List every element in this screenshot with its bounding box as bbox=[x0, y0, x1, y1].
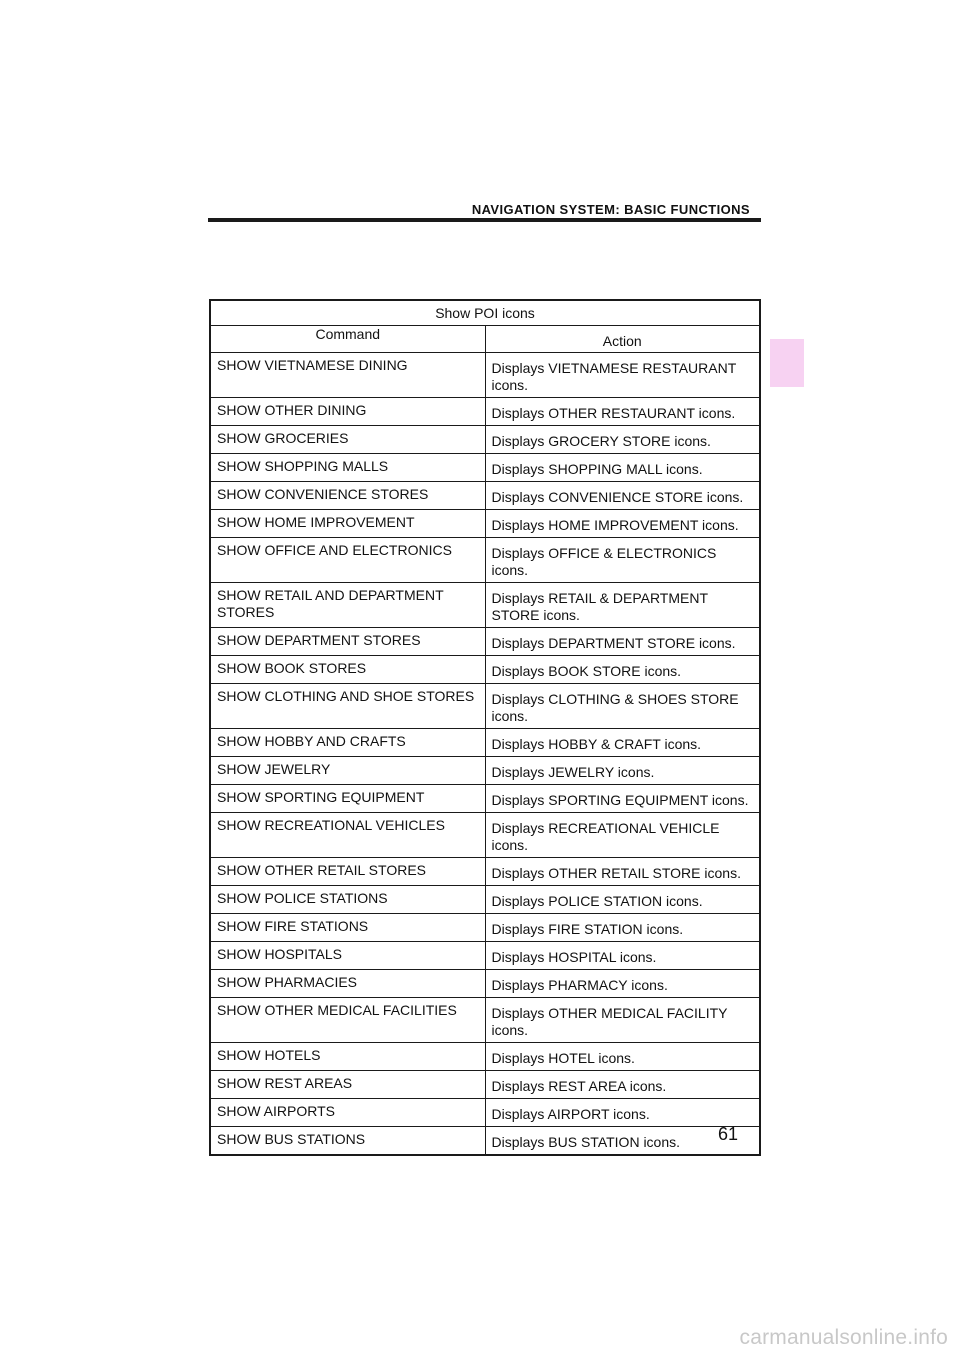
table-row bbox=[210, 729, 760, 757]
table-row bbox=[210, 858, 760, 886]
table-row bbox=[210, 482, 760, 510]
column-header-action: Action bbox=[485, 326, 760, 353]
command-cell: SHOW PHARMACIES bbox=[210, 970, 485, 998]
page-number: 61 bbox=[718, 1124, 739, 1144]
action-cell: Displays OFFICE & ELECTRONICS icons. bbox=[485, 538, 760, 583]
table-row bbox=[210, 426, 760, 454]
table-row bbox=[210, 942, 760, 970]
command-cell: SHOW CONVENIENCE STORES bbox=[210, 482, 485, 510]
command-cell: SHOW BOOK STORES bbox=[210, 656, 485, 684]
table-row bbox=[210, 1127, 760, 1156]
command-cell: SHOW OTHER MEDICAL FACILITIES bbox=[210, 998, 485, 1043]
action-cell: Displays DEPARTMENT STORE icons. bbox=[485, 628, 760, 656]
command-cell: SHOW OTHER RETAIL STORES bbox=[210, 858, 485, 886]
table-row bbox=[210, 628, 760, 656]
table-body bbox=[210, 353, 760, 1156]
action-cell: Displays CLOTHING & SHOES STORE icons. bbox=[485, 684, 760, 729]
table-row bbox=[210, 1043, 760, 1071]
table-header-row bbox=[210, 326, 760, 353]
command-cell: SHOW RETAIL AND DEPARTMENT STORES bbox=[210, 583, 485, 628]
action-cell: Displays OTHER RETAIL STORE icons. bbox=[485, 858, 760, 886]
table-row bbox=[210, 757, 760, 785]
watermark: carmanualsonline.info bbox=[739, 1326, 948, 1349]
action-cell: Displays RECREATIONAL VEHICLE icons. bbox=[485, 813, 760, 858]
command-cell: SHOW OTHER DINING bbox=[210, 398, 485, 426]
action-cell: Displays HOBBY & CRAFT icons. bbox=[485, 729, 760, 757]
table-title: Show POI icons bbox=[210, 300, 760, 326]
table-row bbox=[210, 656, 760, 684]
table-row bbox=[210, 785, 760, 813]
action-cell: Displays BOOK STORE icons. bbox=[485, 656, 760, 684]
command-cell: SHOW FIRE STATIONS bbox=[210, 914, 485, 942]
action-cell: Displays BUS STATION icons. bbox=[485, 1127, 760, 1156]
running-header: NAVIGATION SYSTEM: BASIC FUNCTIONS bbox=[471, 202, 750, 217]
command-cell: SHOW REST AREAS bbox=[210, 1071, 485, 1099]
table-title-row bbox=[210, 300, 760, 326]
table-row bbox=[210, 398, 760, 426]
command-cell: SHOW GROCERIES bbox=[210, 426, 485, 454]
command-cell: SHOW HOBBY AND CRAFTS bbox=[210, 729, 485, 757]
action-cell: Displays HOTEL icons. bbox=[485, 1043, 760, 1071]
command-cell: SHOW JEWELRY bbox=[210, 757, 485, 785]
action-cell: Displays SPORTING EQUIPMENT icons. bbox=[485, 785, 760, 813]
action-cell: Displays RETAIL & DEPARTMENT STORE icons. bbox=[485, 583, 760, 628]
table-row bbox=[210, 914, 760, 942]
command-cell: SHOW VIETNAMESE DINING bbox=[210, 353, 485, 398]
action-cell: Displays HOSPITAL icons. bbox=[485, 942, 760, 970]
command-cell: SHOW DEPARTMENT STORES bbox=[210, 628, 485, 656]
command-cell: SHOW HOTELS bbox=[210, 1043, 485, 1071]
command-cell: SHOW POLICE STATIONS bbox=[210, 886, 485, 914]
table-row bbox=[210, 684, 760, 729]
command-cell: SHOW HOME IMPROVEMENT bbox=[210, 510, 485, 538]
action-cell: Displays CONVENIENCE STORE icons. bbox=[485, 482, 760, 510]
table-row bbox=[210, 538, 760, 583]
command-cell: SHOW HOSPITALS bbox=[210, 942, 485, 970]
table-row bbox=[210, 1071, 760, 1099]
command-cell: SHOW OFFICE AND ELECTRONICS bbox=[210, 538, 485, 583]
table-row bbox=[210, 1099, 760, 1127]
table-row bbox=[210, 353, 760, 398]
action-cell: Displays AIRPORT icons. bbox=[485, 1099, 760, 1127]
action-cell: Displays GROCERY STORE icons. bbox=[485, 426, 760, 454]
action-cell: Displays OTHER MEDICAL FACILITY icons. bbox=[485, 998, 760, 1043]
action-cell: Displays FIRE STATION icons. bbox=[485, 914, 760, 942]
command-cell: SHOW RECREATIONAL VEHICLES bbox=[210, 813, 485, 858]
action-cell: Displays VIETNAMESE RESTAURANT icons. bbox=[485, 353, 760, 398]
action-cell: Displays POLICE STATION icons. bbox=[485, 886, 760, 914]
section-thumb-tab bbox=[770, 339, 804, 387]
command-cell: SHOW CLOTHING AND SHOE STORES bbox=[210, 684, 485, 729]
action-cell: Displays HOME IMPROVEMENT icons. bbox=[485, 510, 760, 538]
table-row bbox=[210, 886, 760, 914]
table-row bbox=[210, 970, 760, 998]
table-row bbox=[210, 454, 760, 482]
action-cell: Displays SHOPPING MALL icons. bbox=[485, 454, 760, 482]
header-rule bbox=[208, 218, 761, 222]
command-cell: SHOW SHOPPING MALLS bbox=[210, 454, 485, 482]
command-cell: SHOW SPORTING EQUIPMENT bbox=[210, 785, 485, 813]
table-row bbox=[210, 510, 760, 538]
action-cell: Displays OTHER RESTAURANT icons. bbox=[485, 398, 760, 426]
table-row bbox=[210, 813, 760, 858]
table-row bbox=[210, 998, 760, 1043]
table-row bbox=[210, 583, 760, 628]
action-cell: Displays REST AREA icons. bbox=[485, 1071, 760, 1099]
poi-commands-table bbox=[209, 299, 761, 1156]
action-cell: Displays JEWELRY icons. bbox=[485, 757, 760, 785]
column-header-command: Command bbox=[210, 326, 485, 353]
action-cell: Displays PHARMACY icons. bbox=[485, 970, 760, 998]
command-cell: SHOW BUS STATIONS bbox=[210, 1127, 485, 1156]
command-cell: SHOW AIRPORTS bbox=[210, 1099, 485, 1127]
